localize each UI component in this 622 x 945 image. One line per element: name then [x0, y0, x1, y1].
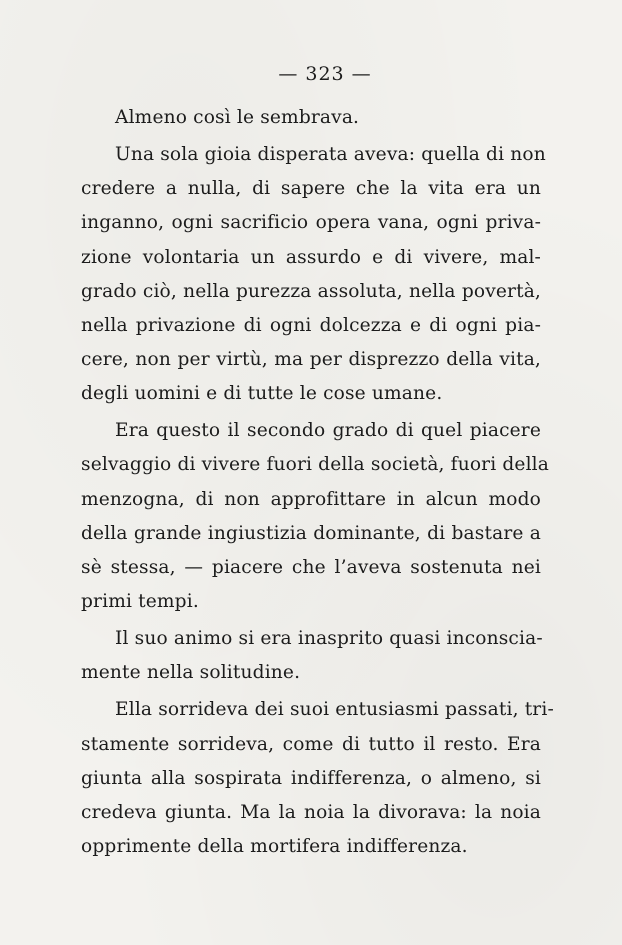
text-line: nella privazione di ogni dolcezza e di ogni pia- — [81, 314, 541, 336]
text-line: Era questo il secondo grado di quel piacere — [115, 420, 541, 442]
text-line: sè stessa, — piacere che l’aveva sostenuta nei — [81, 557, 541, 579]
body-text — [81, 101, 554, 864]
text-line: mente nella solitudine. — [81, 662, 301, 684]
text-line: stamente sorrideva, come di tutto il resto. Era — [81, 733, 541, 755]
paragraph — [81, 693, 554, 864]
text-line: grado ciò, nella purezza assoluta, nella povertà, — [81, 280, 541, 302]
text-line: zione volontaria un assurdo e di vivere, mal- — [81, 246, 541, 268]
text-line: Ella sorrideva dei suoi entusiasmi passati, tri- — [115, 699, 554, 721]
text-line: Almeno così le sembrava. — [115, 107, 360, 128]
text-line: menzogna, di non approfittare in alcun modo — [81, 488, 541, 510]
text-line: degli uomini e di tutte le cose umane. — [81, 383, 443, 405]
text-line: della grande ingiustizia dominante, di bastare a — [81, 522, 541, 544]
text-line: giunta alla sospirata indifferenza, o almeno, si — [81, 767, 541, 789]
paragraph — [81, 622, 541, 690]
text-line: cere, non per virtù, ma per disprezzo della vita, — [81, 349, 541, 371]
text-line: inganno, ogni sacrificio opera vana, ogni priva- — [81, 212, 541, 234]
paragraph — [81, 138, 546, 412]
text-line: credeva giunta. Ma la noia la divorava: la noia — [81, 801, 541, 823]
text-line: primi tempi. — [81, 591, 199, 613]
text-line: credere a nulla, di sapere che la vita era un — [81, 178, 541, 200]
text-line: selvaggio di vivere fuori della società, fuori della — [81, 454, 550, 476]
text-line: Una sola gioia disperata aveva: quella di non — [115, 143, 546, 165]
paragraph — [81, 101, 541, 135]
paragraph — [81, 414, 550, 619]
text-line: Il suo animo si era inasprito quasi inconscia- — [115, 628, 543, 650]
text-line: opprimente della mortifera indifferenza. — [81, 836, 468, 858]
page-number: — 323 — — [278, 63, 372, 85]
